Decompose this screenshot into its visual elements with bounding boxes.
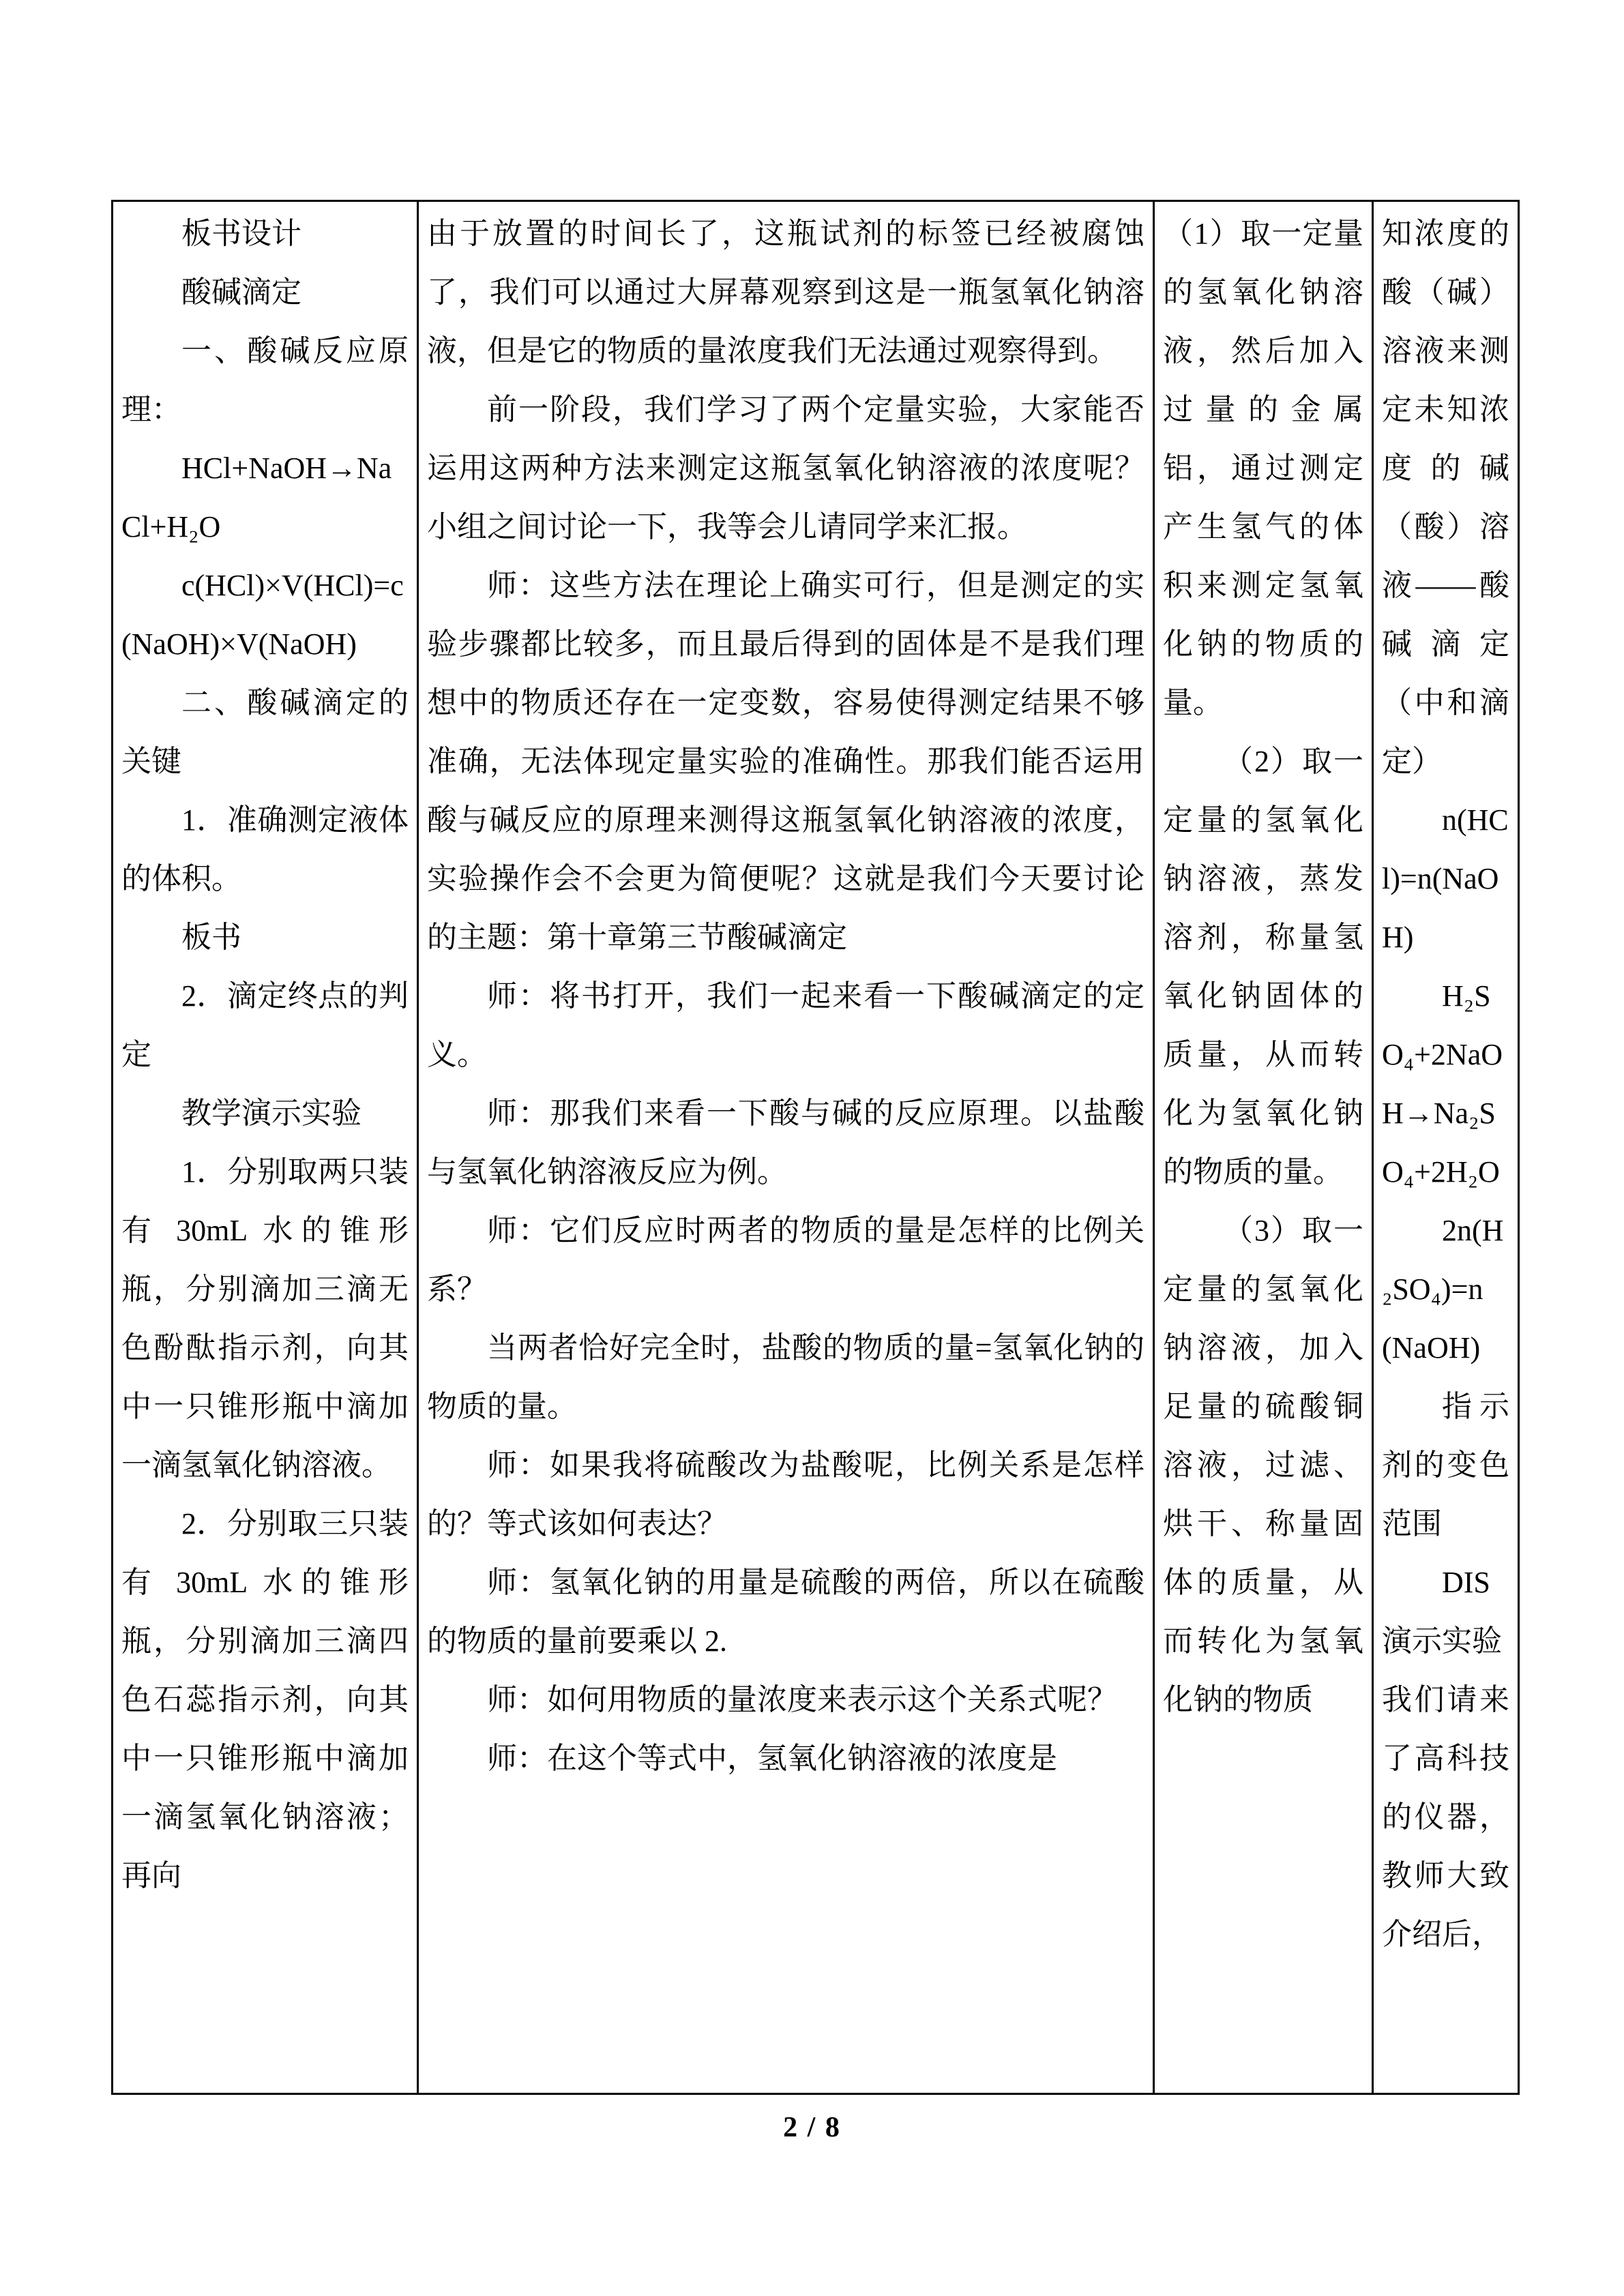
paragraph: 由于放置的时间长了，这瓶试剂的标签已经被腐蚀了，我们可以通过大屏幕观察到这是一瓶氢氧化钠溶液，但是它的物质的量浓度我们无法通过观察得到。	[427, 217, 1145, 368]
paragraph: 师：如何用物质的量浓度来表示这个关系式呢？	[487, 1683, 1117, 1716]
paragraph: （2）取一定量的氢氧化钠溶液，蒸发溶剂，称量氢氧化钠固体的质量，从而转化为氢氧化钠的物质的量。	[1163, 745, 1363, 1189]
paragraph: 2．滴定终点的判定	[121, 979, 409, 1071]
paragraph: 师：它们反应时两者的物质的量是怎样的比例关系？	[427, 1214, 1145, 1306]
teaching-process-column	[417, 202, 1153, 2093]
paragraph: H₂SO₄+2NaOH→Na₂SO₄+2H₂O	[1382, 979, 1503, 1189]
paragraph: HCl+NaOH→NaCl+H₂O	[121, 451, 392, 543]
paragraph: （1）取一定量的氢氧化钠溶液，然后加入过量的金属铝，通过测定产生氢气的体积来测定氢氧化钠的物质的量。	[1163, 217, 1363, 719]
remarks-column	[1372, 202, 1518, 2093]
paragraph: 教学演示实验	[181, 1097, 361, 1130]
paragraph: 酸碱滴定	[181, 275, 301, 309]
paragraph: 师：将书打开，我们一起来看一下酸碱滴定的定义。	[427, 979, 1145, 1071]
lesson-plan-table	[111, 200, 1520, 2095]
board-design-column	[113, 202, 417, 2093]
paragraph: 师：如果我将硫酸改为盐酸呢，比例关系是怎样的？等式该如何表达？	[427, 1448, 1145, 1540]
paragraph: 师：那我们来看一下酸与碱的反应原理。以盐酸与氢氧化钠溶液反应为例。	[427, 1097, 1145, 1189]
paragraph: 我们请来了高科技的仪器，教师大致介绍后，	[1382, 1683, 1509, 1951]
paragraph: 2n(H₂SO₄)=n(NaOH)	[1382, 1214, 1504, 1365]
paragraph: 前一阶段，我们学习了两个定量实验，大家能否运用这两种方法来测定这瓶氢氧化钠溶液的浓度呢？小组之间讨论一下，我等会儿请同学来汇报。	[427, 393, 1145, 543]
paragraph: DIS演示实验	[1382, 1566, 1502, 1658]
paragraph: （3）取一定量的氢氧化钠溶液，加入足量的硫酸铜溶液，过滤、烘干、称量固体的质量，从而转化为氢氧化钠的物质	[1163, 1214, 1363, 1716]
paragraph: 2．分别取三只装有 30mL 水的锥形瓶，分别滴加三滴四色石蕊指示剂，向其中一只锥形瓶中滴加一滴氢氧化钠溶液；再向	[121, 1507, 409, 1892]
paragraph: c(HCl)×V(HCl)=c(NaOH)×V(NaOH)	[121, 569, 404, 661]
paragraph: 二、酸碱滴定的关键	[121, 686, 409, 778]
paragraph: 师：在这个等式中，氢氧化钠溶液的浓度是	[487, 1742, 1057, 1775]
paragraph: 1．分别取两只装有 30mL 水的锥形瓶，分别滴加三滴无色酚酞指示剂，向其中一只锥形瓶中滴加一滴氢氧化钠溶液。	[121, 1155, 409, 1482]
paragraph: 师：氢氧化钠的用量是硫酸的两倍，所以在硫酸的物质的量前要乘以 2.	[427, 1566, 1145, 1658]
paragraph: 指示剂的变色范围	[1382, 1390, 1509, 1540]
paragraph: 师：这些方法在理论上确实可行，但是测定的实验步骤都比较多，而且最后得到的固体是不是我们理想中的物质还存在一定变数，容易使得测定结果不够准确，无法体现定量实验的准确性。那我们能否运用酸与碱反应的原理来测得这瓶氢氧化钠溶液的浓度，实验操作会不会更为简便呢？这就是我们今天要讨论的主题：第十章第三节酸碱滴定	[427, 569, 1145, 954]
paragraph: 当两者恰好完全时，盐酸的物质的量=氢氧化钠的物质的量。	[427, 1331, 1145, 1423]
page-number: 2 / 8	[783, 2112, 841, 2143]
paragraph: 板书设计	[181, 217, 301, 250]
paragraph: n(HCl)=n(NaOH)	[1382, 803, 1509, 954]
paragraph: 1．准确测定液体的体积。	[121, 803, 409, 895]
paragraph: 一、酸碱反应原理：	[121, 334, 409, 426]
paragraph: 知浓度的酸（碱）溶液来测定未知浓度的碱（酸）溶液——酸碱滴定（中和滴定）	[1382, 217, 1509, 778]
student-methods-column	[1153, 202, 1372, 2093]
paragraph: 板书	[181, 921, 241, 954]
